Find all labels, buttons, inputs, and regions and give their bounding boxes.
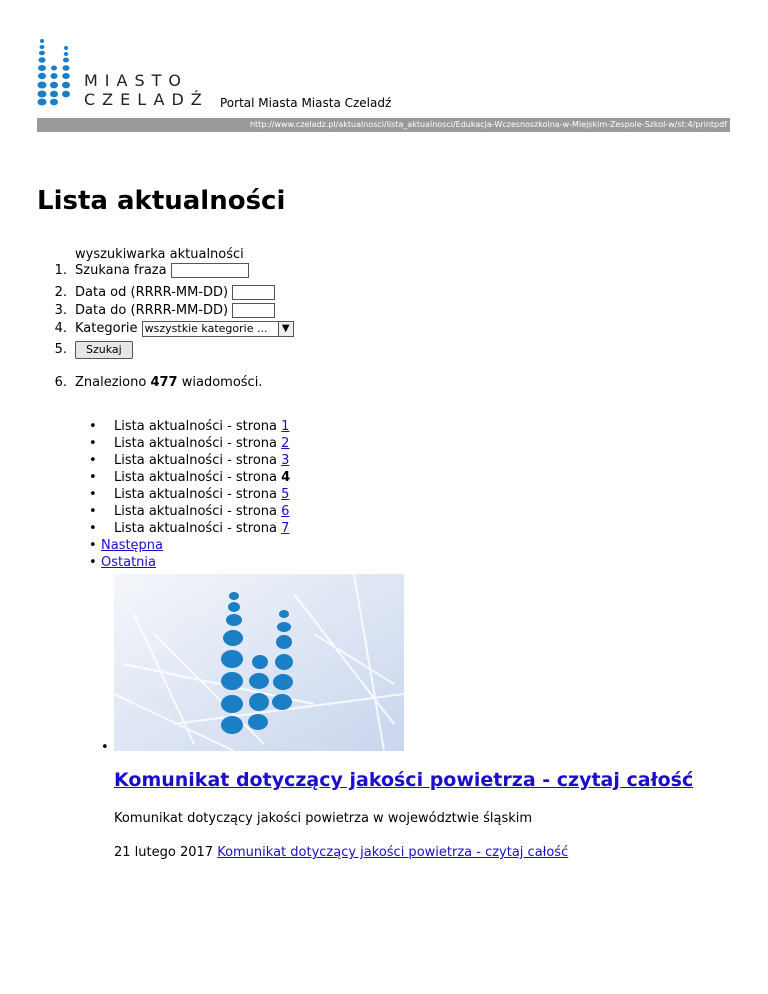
results-summary bbox=[37, 374, 437, 392]
page-label: Lista aktualności - strona bbox=[114, 487, 278, 502]
phrase-label: Szukana fraza bbox=[75, 263, 167, 278]
search-button[interactable]: Szukaj bbox=[75, 341, 133, 359]
date-to-label: Data do (RRRR-MM-DD) bbox=[75, 303, 229, 318]
logo-line2: CZELADŹ bbox=[84, 90, 209, 109]
site-header bbox=[37, 38, 730, 133]
page-label: Lista aktualności - strona bbox=[114, 504, 278, 519]
list-number: 1. bbox=[54, 263, 67, 278]
portal-name: Portal Miasta Miasta Czeladź bbox=[220, 96, 392, 110]
current-page: 4 bbox=[281, 470, 291, 485]
news-title-link[interactable]: Komunikat dotyczący jakości powietrza - czytaj całość bbox=[114, 769, 694, 791]
page-title: Lista aktualności bbox=[37, 186, 286, 216]
url-bar: http://www.czeladz.pl/aktualnosci/lista_aktualnosci/Edukacja-Wczesnoszkolna-w-Miejskim-Zespole-Szkol-w/st:4/printpdf bbox=[37, 118, 730, 132]
logo-line1: MIASTO bbox=[84, 71, 188, 90]
list-item: • Lista aktualności - strona 1 bbox=[89, 419, 290, 434]
page-label: Lista aktualności - strona bbox=[114, 453, 278, 468]
page-link-1[interactable]: 1 bbox=[281, 419, 290, 434]
list-item: • Lista aktualności - strona 3 bbox=[89, 453, 290, 468]
next-page-link[interactable]: Następna bbox=[101, 538, 164, 553]
news-date: 21 lutego 2017 bbox=[114, 845, 214, 860]
page-link-3[interactable]: 3 bbox=[281, 453, 290, 468]
news-lead: Komunikat dotyczący jakości powietrza w województwie śląskim bbox=[114, 811, 533, 826]
news-read-more-link[interactable]: Komunikat dotyczący jakości powietrza - czytaj całość bbox=[217, 845, 569, 860]
phrase-input[interactable] bbox=[171, 263, 249, 278]
page-link-5[interactable]: 5 bbox=[281, 487, 290, 502]
page-label: Lista aktualności - strona bbox=[114, 470, 278, 485]
page-label: Lista aktualności - strona bbox=[114, 419, 278, 434]
list-item: • Lista aktualności - strona 2 bbox=[89, 436, 290, 451]
search-row-date-from bbox=[37, 284, 437, 302]
logo-wordmark bbox=[84, 71, 209, 109]
list-item: • Następna bbox=[89, 538, 164, 553]
search-row-phrase bbox=[37, 262, 437, 280]
date-to-input[interactable] bbox=[232, 303, 275, 318]
page-label: Lista aktualności - strona bbox=[114, 436, 278, 451]
results-prefix: Znaleziono bbox=[75, 375, 147, 390]
page-label: Lista aktualności - strona bbox=[114, 521, 278, 536]
list-item: • Lista aktualności - strona 7 bbox=[89, 521, 290, 536]
results-count: 477 bbox=[150, 375, 178, 390]
page-link-2[interactable]: 2 bbox=[281, 436, 290, 451]
list-number: 3. bbox=[54, 303, 67, 318]
dropdown-arrow-icon[interactable]: ▼ bbox=[278, 322, 293, 336]
list-number: 4. bbox=[54, 321, 67, 336]
page-link-6[interactable]: 6 bbox=[281, 504, 290, 519]
list-number: 6. bbox=[54, 375, 67, 390]
list-number: 2. bbox=[54, 285, 67, 300]
search-row-date-to bbox=[37, 302, 437, 320]
news-meta bbox=[114, 845, 568, 860]
list-item: • Lista aktualności - strona 6 bbox=[89, 504, 290, 519]
last-page-link[interactable]: Ostatnia bbox=[101, 555, 156, 570]
list-bullet: • bbox=[101, 740, 109, 755]
search-heading: wyszukiwarka aktualności bbox=[75, 247, 244, 262]
category-select[interactable] bbox=[142, 321, 294, 337]
list-number: 5. bbox=[54, 342, 67, 357]
search-row-submit bbox=[37, 341, 437, 359]
search-row-category bbox=[37, 320, 437, 338]
list-item: • Ostatnia bbox=[89, 555, 156, 570]
list-item: • Lista aktualności - strona 4 bbox=[89, 470, 291, 485]
category-value: wszystkie kategorie ... bbox=[144, 321, 268, 335]
page-link-7[interactable]: 7 bbox=[281, 521, 290, 536]
results-suffix: wiadomości. bbox=[181, 375, 263, 390]
category-label: Kategorie bbox=[75, 321, 138, 336]
date-from-input[interactable] bbox=[232, 285, 275, 300]
list-item: • Lista aktualności - strona 5 bbox=[89, 487, 290, 502]
news-thumbnail[interactable] bbox=[114, 574, 404, 751]
city-logo-icon bbox=[37, 38, 79, 108]
date-from-label: Data od (RRRR-MM-DD) bbox=[75, 285, 229, 300]
